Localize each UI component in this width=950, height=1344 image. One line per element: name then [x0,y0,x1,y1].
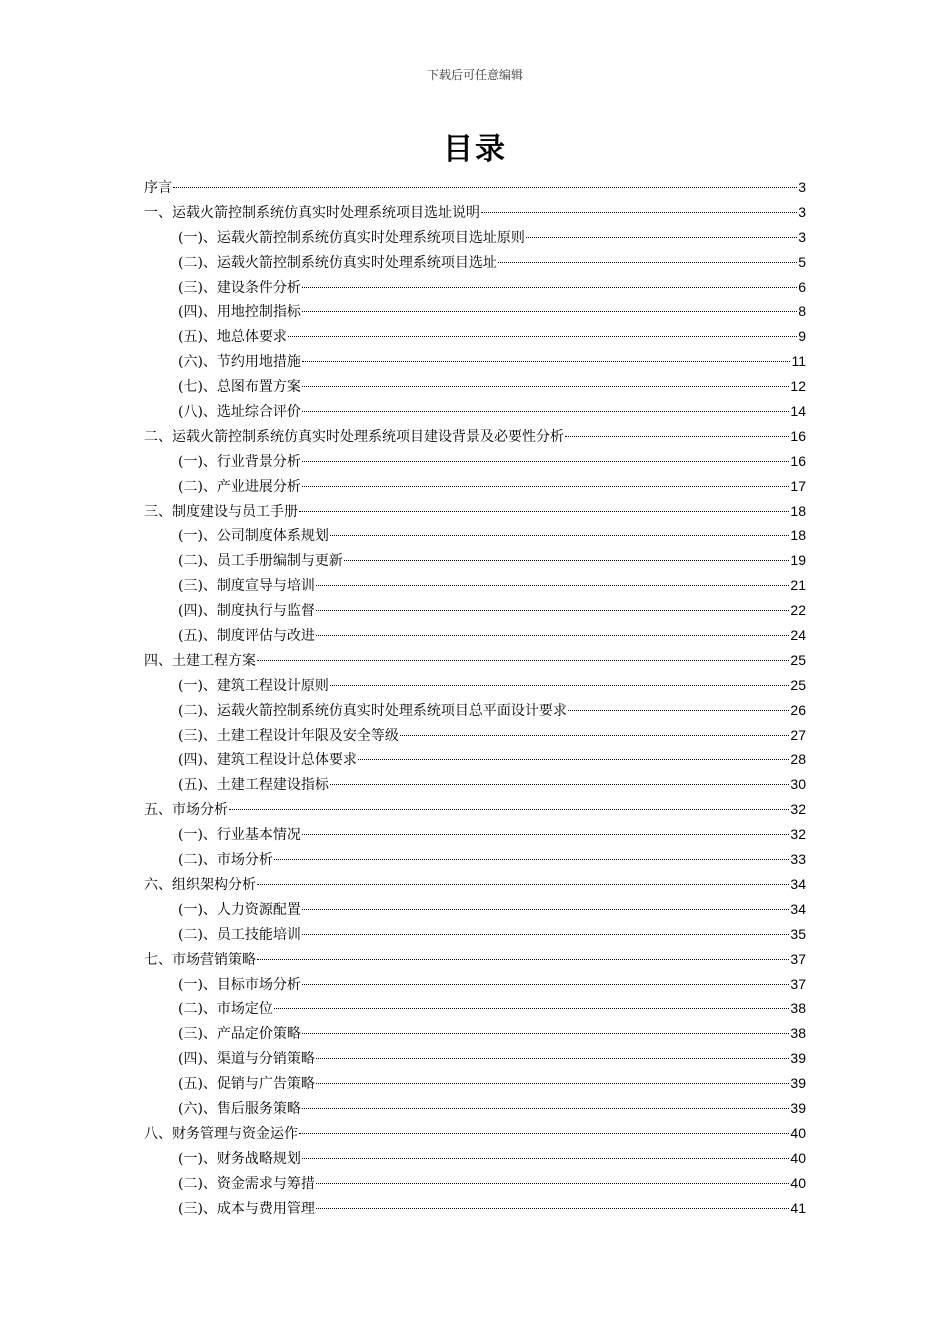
toc-entry-label: (二)、员工技能培训 [178,926,301,943]
toc-dot-leader [316,610,789,611]
toc-entry[interactable] [144,225,806,250]
toc-dot-leader [299,511,789,512]
toc-entry-label: (四)、建筑工程设计总体要求 [178,752,357,769]
toc-entry[interactable] [144,1146,806,1171]
toc-dot-leader [481,212,797,213]
toc-entry[interactable] [144,175,806,200]
toc-entry-page: 24 [790,627,806,644]
toc-dot-leader [299,1133,789,1134]
toc-dot-leader [498,262,797,263]
toc-dot-leader [229,809,789,810]
toc-entry-page: 30 [790,776,806,793]
toc-entry[interactable] [144,747,806,772]
toc-entry-label: (二)、市场分析 [178,852,273,869]
toc-entry-page: 8 [798,303,806,320]
toc-dot-leader [302,386,789,387]
toc-entry-page: 19 [790,552,806,569]
toc-entry[interactable] [144,1096,806,1121]
toc-entry[interactable] [144,299,806,324]
toc-entry-label: 八、财务管理与资金运作 [144,1125,298,1142]
toc-entry-page: 34 [790,875,806,892]
toc-entry[interactable] [144,897,806,922]
header-note: 下载后可任意编辑 [426,68,523,82]
toc-dot-leader [400,735,789,736]
toc-dot-leader [330,535,789,536]
toc-entry-page: 16 [790,427,806,444]
toc-entry-page: 11 [791,353,806,370]
toc-dot-leader [302,1158,789,1159]
toc-dot-leader [565,436,789,437]
toc-dot-leader [302,411,789,412]
toc-dot-leader [568,710,789,711]
toc-entry[interactable] [144,324,806,349]
toc-dot-leader [288,336,797,337]
toc-entry[interactable] [144,772,806,797]
toc-entry-page: 37 [790,975,806,992]
toc-entry-page: 21 [790,577,806,594]
toc-entry-label: 六、组织架构分析 [144,876,256,893]
toc-entry-label: 三、制度建设与员工手册 [144,503,298,520]
toc-entry[interactable] [144,1046,806,1071]
toc-entry-label: (五)、制度评估与改进 [178,628,315,645]
toc-entry-label: (四)、用地控制指标 [178,304,301,321]
toc-entry[interactable] [144,349,806,374]
toc-entry-page: 25 [790,651,806,668]
toc-entry-label: (五)、地总体要求 [178,329,287,346]
toc-entry-label: (六)、节约用地措施 [178,354,301,371]
toc-entry-label: (四)、渠道与分销策略 [178,1051,315,1068]
toc-dot-leader [274,1008,789,1009]
toc-dot-leader [302,461,789,462]
toc-entry-page: 9 [798,328,806,345]
toc-entry[interactable] [144,399,806,424]
toc-entry-page: 18 [790,527,806,544]
toc-entry-page: 39 [790,1050,806,1067]
toc-entry-label: 序言 [144,180,172,196]
toc-dot-leader [526,237,797,238]
toc-entry[interactable] [144,424,806,449]
toc-entry-page: 41 [790,1199,806,1216]
toc-entry[interactable] [144,648,806,673]
toc-entry-label: 一、运载火箭控制系统仿真实时处理系统项目选址说明 [144,204,480,221]
toc-entry[interactable] [144,623,806,648]
toc-dot-leader [274,859,789,860]
toc-dot-leader [302,834,789,835]
toc-entry-page: 39 [790,1099,806,1116]
toc-dot-leader [302,361,791,362]
toc-entry[interactable] [144,250,806,275]
toc-entry-page: 27 [790,726,806,743]
toc-dot-leader [257,959,789,960]
toc-entry-page: 40 [790,1174,806,1191]
toc-entry-label: (三)、土建工程设计年限及安全等级 [178,727,399,744]
toc-entry-page: 35 [790,925,806,942]
toc-dot-leader [302,1108,789,1109]
toc-entry[interactable] [144,275,806,300]
toc-entry-page: 18 [790,502,806,519]
toc-entry-page: 25 [790,676,806,693]
toc-dot-leader [316,635,789,636]
toc-dot-leader [302,486,789,487]
toc-entry-page: 34 [790,900,806,917]
table-of-contents [144,175,806,1220]
toc-entry[interactable] [144,698,806,723]
toc-entry-page: 39 [790,1075,806,1092]
toc-entry[interactable] [144,797,806,822]
toc-entry-label: (二)、市场定位 [178,1001,273,1018]
toc-entry[interactable] [144,822,806,847]
toc-entry-label: (二)、运载火箭控制系统仿真实时处理系统项目总平面设计要求 [178,702,567,719]
toc-dot-leader [330,784,789,785]
toc-entry[interactable] [144,499,806,524]
toc-entry[interactable] [144,1121,806,1146]
toc-dot-leader [302,984,789,985]
toc-entry-label: (一)、财务战略规划 [178,1150,301,1167]
toc-entry[interactable] [144,374,806,399]
toc-entry-page: 17 [790,477,806,494]
toc-entry-page: 3 [798,228,806,245]
toc-dot-leader [316,1208,789,1209]
toc-entry-page: 6 [798,278,806,295]
toc-entry-label: 四、土建工程方案 [144,652,256,669]
toc-entry-label: (二)、资金需求与筹措 [178,1175,315,1192]
toc-entry-page: 14 [790,403,806,420]
toc-entry[interactable] [144,449,806,474]
toc-dot-leader [302,909,789,910]
toc-entry-label: (一)、目标市场分析 [178,976,301,993]
toc-entry-page: 40 [790,1149,806,1166]
toc-entry[interactable] [144,548,806,573]
toc-entry-page: 5 [798,253,806,270]
toc-entry-label: (二)、产业进展分析 [178,478,301,495]
toc-entry[interactable] [144,947,806,972]
toc-entry[interactable] [144,1196,806,1221]
toc-entry-label: (一)、人力资源配置 [178,901,301,918]
toc-entry-page: 38 [790,1025,806,1042]
toc-entry-page: 12 [790,378,806,395]
toc-dot-leader [302,934,789,935]
page-title: 目录 [443,132,507,167]
toc-entry[interactable] [144,200,806,225]
toc-entry[interactable] [144,847,806,872]
toc-entry[interactable] [144,474,806,499]
toc-dot-leader [330,685,789,686]
toc-entry-label: (一)、运载火箭控制系统仿真实时处理系统项目选址原则 [178,229,525,246]
toc-entry-label: (二)、员工手册编制与更新 [178,553,343,570]
toc-dot-leader [173,187,797,188]
toc-entry-label: 二、运载火箭控制系统仿真实时处理系统项目建设背景及必要性分析 [144,428,564,445]
toc-dot-leader [344,560,789,561]
toc-entry[interactable] [144,1021,806,1046]
toc-entry[interactable] [144,673,806,698]
toc-entry-label: (五)、促销与广告策略 [178,1076,315,1093]
toc-dot-leader [302,1033,789,1034]
toc-entry[interactable] [144,872,806,897]
toc-entry-label: (二)、运载火箭控制系统仿真实时处理系统项目选址 [178,254,497,271]
toc-entry-label: (八)、选址综合评价 [178,404,301,421]
toc-entry-label: (五)、土建工程建设指标 [178,777,329,794]
toc-entry-page: 3 [798,203,806,220]
toc-entry-page: 40 [790,1124,806,1141]
toc-dot-leader [302,311,797,312]
toc-entry-page: 32 [790,826,806,843]
toc-entry[interactable] [144,1171,806,1196]
toc-entry-label: 五、市场分析 [144,802,228,819]
toc-entry-page: 33 [790,851,806,868]
toc-entry-label: (四)、制度执行与监督 [178,603,315,620]
toc-entry[interactable] [144,523,806,548]
toc-entry-label: (七)、总图布置方案 [178,379,301,396]
toc-entry-page: 38 [790,1000,806,1017]
toc-entry[interactable] [144,573,806,598]
toc-dot-leader [358,759,789,760]
toc-dot-leader [316,1083,789,1084]
toc-dot-leader [316,1183,789,1184]
toc-entry-page: 3 [798,179,806,195]
toc-entry-page: 37 [790,950,806,967]
toc-entry[interactable] [144,922,806,947]
toc-dot-leader [257,660,789,661]
toc-entry-page: 16 [790,452,806,469]
toc-entry-label: (三)、建设条件分析 [178,279,301,296]
toc-entry-page: 28 [790,751,806,768]
toc-entry[interactable] [144,598,806,623]
toc-dot-leader [257,884,789,885]
toc-dot-leader [316,1058,789,1059]
toc-entry-label: (一)、建筑工程设计原则 [178,677,329,694]
toc-entry-label: (六)、售后服务策略 [178,1100,301,1117]
toc-entry[interactable] [144,996,806,1021]
toc-entry-page: 32 [790,801,806,818]
toc-entry-page: 26 [790,701,806,718]
toc-entry-page: 22 [790,602,806,619]
toc-entry-label: (一)、公司制度体系规划 [178,528,329,545]
toc-entry[interactable] [144,1071,806,1096]
toc-entry-label: 七、市场营销策略 [144,951,256,968]
toc-entry-label: (三)、成本与费用管理 [178,1200,315,1217]
toc-entry[interactable] [144,723,806,748]
toc-entry-label: (一)、行业背景分析 [178,453,301,470]
toc-dot-leader [316,585,789,586]
toc-entry-label: (三)、产品定价策略 [178,1026,301,1043]
toc-entry-label: (一)、行业基本情况 [178,827,301,844]
toc-entry-label: (三)、制度宣导与培训 [178,578,315,595]
toc-dot-leader [302,287,797,288]
toc-entry[interactable] [144,972,806,997]
